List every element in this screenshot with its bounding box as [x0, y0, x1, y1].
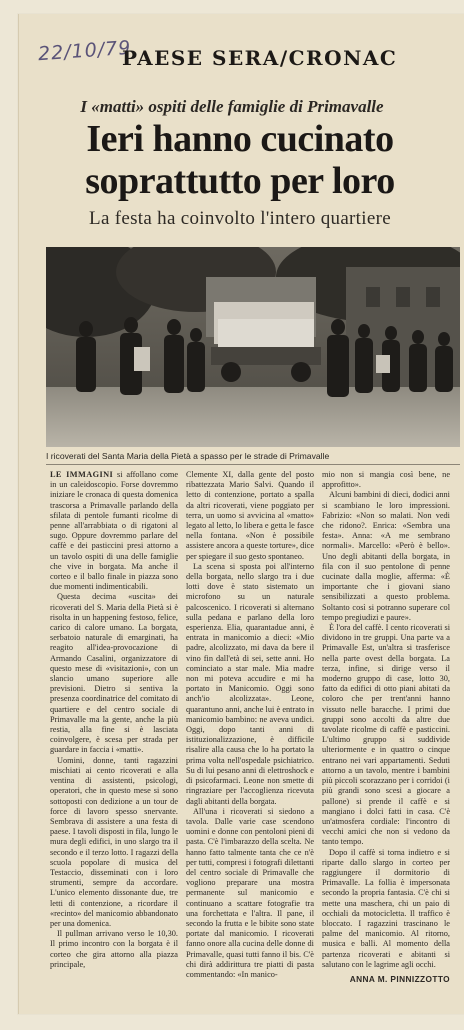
column-1-paragraph: Questa decima «uscita» dei ricoverati del S. Maria della Pietà si è risolta in un happening festoso, felice, carico di calore umano. La borgata, serbatoio naturale di emarginati, ha reagito all'idea-provocazione di Armando Casalini, organizzatore di questo mese di «visitazioni», con un slancio umano superiore alle previsioni. Dietro si sentiva la presenza coordinatrice del comitato di quartiere e del centro sociale di Primavalle ma la gente, anche la più restia, alla fine si è lasciata coinvolgere, è scesa per strada per guardare in faccia i «matti».: [50, 592, 178, 755]
article-kicker: I «matti» ospiti delle famiglie di Primavalle: [80, 97, 384, 116]
newspaper-masthead: PAESE SERA/CRONAC: [122, 46, 398, 70]
headline-line-2: soprattutto per loro: [85, 160, 395, 202]
article-column-3: [322, 470, 450, 984]
column-3-paragraph: È l'ora del caffè. I cento ricoverati si dividono in tre gruppi. Una parte va a Primavalle Est, un'altra si trasferisce nella parte ovest della borgata. La terza, infine, si dirige verso il moderno gruppo di case, lotto 30, fatto da edifici di otto piani abitati da coloro che per trent'anni hanno vissuto nelle baracche. I primi due gruppi sono accolti da altre due tavolate ricolme di caffè e pasticcini. L'ultimo gruppo si suddivide ulteriormente e in quattro o cinque entrano nei vari appartamenti. Seduti attorno a un tavolo, mentre i bambini più piccoli scorazzano per i corridoi (i più grandi sono scesi a giocare a pallone) si prende il caffè e si mangiano i dolci fatti in casa. C'è un'atmosfera cordiale: l'incontro di vecchi amici che non si vedono da tanto tempo.: [322, 623, 450, 847]
caption-divider: [46, 464, 460, 465]
photo-caption: I ricoverati del Santa Maria della Pietà a spasso per le strade di Primavalle: [46, 451, 330, 461]
column-2-paragraph: La scena si sposta poi all'interno della borgata, nello slargo tra i due lotti dove è stato sistemato un microfono su un naturale palcoscenico. I ricoverati si alternano sulla pedana e parlano della loro esperienza. Elia, quarantadue anni, è entrata in manicomio a dieci: «Mio padre, alcolizzato, mi dava da bere il vino fin dall'età di sei, sette anni. Ho cominciato a star male. Mia madre non mi poteva accudire e mi ha portato in Manicomio. Oggi sono anch'io alcolizzata». Leone, quarantuno anni, anche lui è entrato in manicomio bambino: ne aveva undici. Oggi, dopo tanti anni di istituzionalizzazione, è difficile risalire alla causa che lo ha portato la prima volta nell'ospedale psichiatrico. Su di lui pesano anni di elettroshock e di psicofarmaci. Leone non smette di ringraziare per l'accoglienza ricevuta dagli abitanti della borgata.: [186, 561, 314, 806]
article-subhead: La festa ha coinvolto l'intero quartiere: [89, 208, 391, 229]
column-2-paragraph: All'una i ricoverati si siedono a tavola. Dalle varie case scendono uomini e donne con pentoloni pieni di pasta. C'è l'imbarazzo della scelta. Ne hanno fatto talmente tanta che ce n'è per tutti, compresi i fotografi dilettanti del centro sociale di Primavalle che vogliono preparare una mostra permanente sul manicomio e continuano a scattare fotografie tra una forchettata e l'altra. Il pane, il secondo la frutta e le bibite sono state portate dal manicomio. I ricoverati fanno onore alla cucina delle donne di Primavalle, quasi tutti fanno il bis. C'è chi dirà addirittura tre piatti di pasta commentando: «In manico-: [186, 806, 314, 979]
column-1-paragraph: Uomini, donne, tanti ragazzini mischiati ai cento ricoverati e alla ventina di assistenti, psicologi, operatori, che in questo mese si sono sottoposti con dedizione a un tour de force di lavoro spesso snervante. Sembrava di assistere a una festa di paese. I tavoli disposti in fila, lungo le mura degli edifici, in uno slargo tra il secondo e il terzo lotto. I ragazzi della scuola popolare di musica del Testaccio, disseminati con i loro strumenti, sempre da accordare. L'unico elemento dissonante due, tre letti di contenzione, a ricordare il «recinto» del manicomio abbandonato per una domenica.: [50, 755, 178, 928]
handwritten-date: 22/10/79: [37, 36, 132, 66]
column-1-paragraph: [50, 470, 178, 592]
column-1-paragraph: Il pullman arrivano verso le 10,30. Il primo incontro con la borgata è il corteo che gira attorno alla piazza principale,: [50, 929, 178, 969]
article-column-1: [50, 470, 178, 970]
article-column-2: [186, 470, 314, 980]
street-crowd-photo: [46, 247, 460, 447]
article-headline: [40, 118, 440, 202]
lead-text: si affollano come in un caleidoscopio. Forse dovremmo iniziare le cronaca di questa domenica trascorsa a Primavalle parlando della sfilata di pentole fumanti ricolme di penne all'arrabbiata o di rigatoni al sugo. Oppure dovremmo parlare del caffè e dei pasticcini presi attorno a un tavolo ospiti di una delle famiglie che vive in borgata. Ma anche il corteo e il ballo finale in piazza sono due momenti indimenticabili.: [50, 470, 179, 592]
column-3-paragraph: Alcuni bambini di dieci, dodici anni si scambiano le loro impressioni. Fabrizio: «Non so malati. Non vedi che ridono?. Enrica: «Sembra una festa». Anna: «A me sembrano normali». Marcello: «Però è bello». Uno degli abitanti della borgata, in fila con il suo pentolone di penne cucinate dalla moglie, afferma: «È importante che i giovani siano sensibilizzati a questo problema. Soltanto così si potranno superare col tempo pregiudizi e paure».: [322, 490, 450, 622]
article-byline: ANNA M. PINNIZZOTTO: [349, 973, 450, 984]
headline-line-1: Ieri hanno cucinato: [86, 118, 394, 160]
column-3-paragraph: Dopo il caffè si torna indietro e si riparte dallo slargo in corteo per raggiungere il dormitorio di Primavalle. La follia è impersonata secondo la propria fantasia. C'è chi si mette una maschera, chi un paio di occhiali da motocicletta. Il traffico è bloccato. I ragazzini trascinano le palme del manicomio. Al ritorno, musica e balli. Al momento della partenza ricoverati e abitanti si salutano con le lagrime agli occhi.: [322, 847, 450, 969]
column-2-paragraph: Clemente XI, dalla gente del posto ribattezzata Mario Salvi. Quando il letto di contenzione, portato a spalla da altri ricoverati, viene poggiato per terra, un uomo si avvicina al «matto» legato al letto, lo libera e getta le fasce nella fontana. «Non è possibile assistere ancora a queste torture», dice per spiegare il suo gesto spontaneo.: [186, 470, 314, 561]
column-3-paragraph: mio non si mangia così bene, ne approfitto».: [322, 470, 450, 490]
article-photo: [46, 247, 460, 447]
lead-caps: LE IMMAGINI: [50, 470, 114, 479]
